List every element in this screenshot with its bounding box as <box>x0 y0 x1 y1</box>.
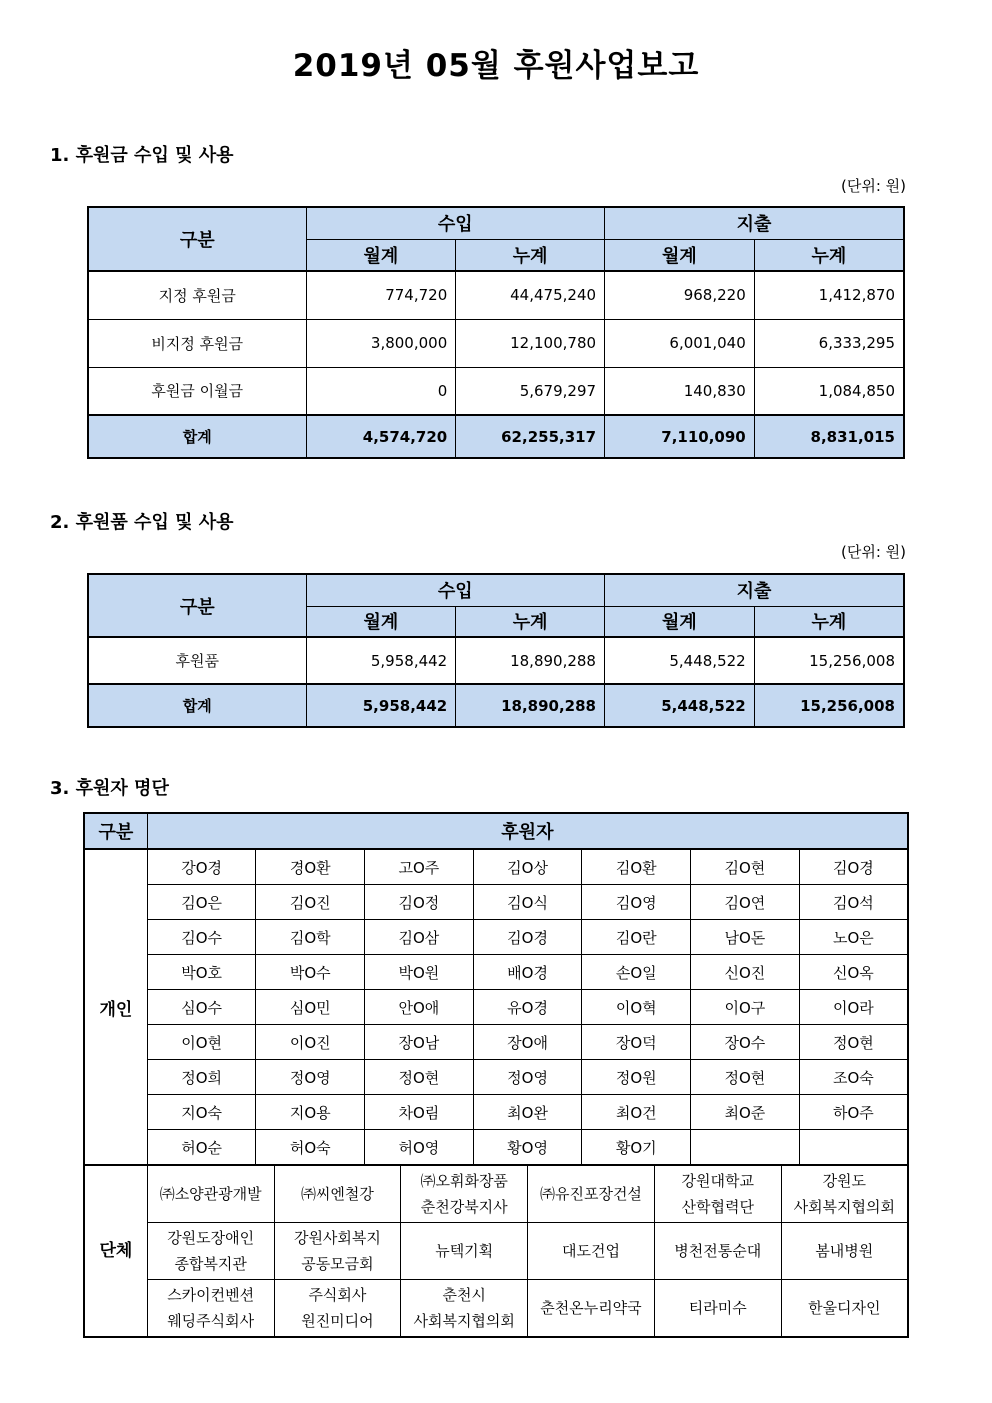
donor-name: 차O림 <box>365 1095 474 1130</box>
header-income-cumulative: 누계 <box>456 606 605 637</box>
header-income-monthly: 월계 <box>306 606 456 637</box>
individual-row <box>84 849 908 885</box>
individual-row <box>84 1025 908 1060</box>
income-monthly: 5,958,442 <box>306 637 456 684</box>
header-income: 수입 <box>306 207 605 239</box>
organization-name-line: 강원사회복지 <box>293 1229 381 1247</box>
total-income-cumulative: 18,890,288 <box>456 684 605 727</box>
donor-organization <box>528 1223 655 1280</box>
table-row <box>88 271 904 319</box>
donor-list-table <box>83 812 909 1338</box>
individual-row <box>84 990 908 1025</box>
total-label: 합계 <box>88 415 306 458</box>
donor-name: 최O완 <box>473 1095 582 1130</box>
page-title: 2019년 05월 후원사업보고 <box>292 48 700 84</box>
donor-organization <box>781 1165 908 1223</box>
donor-name: 김O정 <box>365 885 474 920</box>
organization-name-line: ㈜소양관광개발 <box>159 1185 262 1203</box>
donor-name: 이O진 <box>256 1025 365 1060</box>
income-cumulative: 5,679,297 <box>456 367 605 415</box>
organization-name-line: 춘천강북지사 <box>420 1198 508 1216</box>
donor-name: 안O애 <box>365 990 474 1025</box>
header-expense-cumulative: 누계 <box>754 239 904 271</box>
donor-name: 이O라 <box>799 990 908 1025</box>
donor-name: 김O란 <box>582 920 691 955</box>
table-row <box>88 319 904 367</box>
donor-name: 강O경 <box>147 849 256 885</box>
donor-organization <box>781 1223 908 1280</box>
donor-name: 김O학 <box>256 920 365 955</box>
group-row <box>84 1280 908 1338</box>
organization-name-line: 대도건업 <box>561 1242 620 1260</box>
table-row <box>88 637 904 684</box>
donor-name: 허O순 <box>147 1130 256 1166</box>
donor-name: 경O환 <box>256 849 365 885</box>
donor-name: 김O환 <box>582 849 691 885</box>
donor-organization <box>401 1223 528 1280</box>
donor-name: 김O식 <box>473 885 582 920</box>
donor-organization <box>401 1280 528 1338</box>
donor-name: 정O현 <box>691 1060 800 1095</box>
organization-name-line: 공동모금회 <box>301 1255 374 1273</box>
donor-name: 신O옥 <box>799 955 908 990</box>
row-label: 후원품 <box>88 637 306 684</box>
donor-name: 지O숙 <box>147 1095 256 1130</box>
organization-name-line: 티라미수 <box>688 1299 747 1317</box>
donor-name: 김O진 <box>256 885 365 920</box>
organization-name-line: ㈜유진포장건설 <box>539 1185 642 1203</box>
donor-organization <box>274 1223 401 1280</box>
organization-name-line: 강원도 <box>822 1172 867 1190</box>
donor-name: 장O남 <box>365 1025 474 1060</box>
donor-name: 최O준 <box>691 1095 800 1130</box>
donor-organization <box>654 1223 781 1280</box>
organization-name-line: 봄내병원 <box>815 1242 874 1260</box>
header-income: 수입 <box>306 574 604 606</box>
total-expense-monthly: 7,110,090 <box>605 415 755 458</box>
income-cumulative: 18,890,288 <box>456 637 605 684</box>
organization-name-line: 웨딩주식회사 <box>167 1312 255 1330</box>
donor-organization <box>528 1280 655 1338</box>
donor-name: 이O구 <box>691 990 800 1025</box>
organization-name-line: 강원대학교 <box>681 1172 754 1190</box>
header-expense: 지출 <box>604 574 904 606</box>
organization-name-line: ㈜오휘화장품 <box>420 1172 508 1190</box>
individual-row <box>84 1060 908 1095</box>
donor-name: 김O석 <box>799 885 908 920</box>
organization-name-line: 강원도장애인 <box>167 1229 255 1247</box>
organization-name-line: 원진미디어 <box>301 1312 374 1330</box>
header-donors: 후원자 <box>147 813 908 849</box>
row-label: 후원금 이월금 <box>88 367 306 415</box>
expense-cumulative: 6,333,295 <box>754 319 904 367</box>
income-monthly: 774,720 <box>306 271 456 319</box>
donor-name <box>799 1130 908 1166</box>
donor-name: 박O호 <box>147 955 256 990</box>
donor-name: 고O주 <box>365 849 474 885</box>
expense-cumulative: 15,256,008 <box>754 637 904 684</box>
donor-name: 김O삼 <box>365 920 474 955</box>
donor-name: 박O수 <box>256 955 365 990</box>
header-expense-monthly: 월계 <box>605 239 755 271</box>
expense-monthly: 140,830 <box>605 367 755 415</box>
donor-name: 장O덕 <box>582 1025 691 1060</box>
header-category: 구분 <box>84 813 147 849</box>
donor-name: 장O애 <box>473 1025 582 1060</box>
donor-name: 김O현 <box>691 849 800 885</box>
donor-name: 김O은 <box>147 885 256 920</box>
donor-organization <box>654 1280 781 1338</box>
donor-name: 지O용 <box>256 1095 365 1130</box>
donation-goods-table <box>87 573 905 728</box>
donor-organization <box>274 1165 401 1223</box>
income-monthly: 0 <box>306 367 456 415</box>
section3-heading: 3. 후원자 명단 <box>50 778 169 799</box>
individual-row <box>84 1095 908 1130</box>
total-label: 합계 <box>88 684 306 727</box>
donor-name: 심O수 <box>147 990 256 1025</box>
donor-name: 조O숙 <box>799 1060 908 1095</box>
donor-name: 황O영 <box>473 1130 582 1166</box>
header-income-cumulative: 누계 <box>456 239 605 271</box>
donor-name: 허O숙 <box>256 1130 365 1166</box>
expense-cumulative: 1,084,850 <box>754 367 904 415</box>
category-individual: 개인 <box>84 849 147 1165</box>
donor-name: 이O현 <box>147 1025 256 1060</box>
donor-name: 박O원 <box>365 955 474 990</box>
total-expense-monthly: 5,448,522 <box>604 684 754 727</box>
donor-name: 김O경 <box>799 849 908 885</box>
section2-heading: 2. 후원품 수입 및 사용 <box>50 512 234 533</box>
total-expense-cumulative: 8,831,015 <box>754 415 904 458</box>
donor-name: 심O민 <box>256 990 365 1025</box>
group-row <box>84 1223 908 1280</box>
donor-name: 장O수 <box>691 1025 800 1060</box>
individual-row <box>84 920 908 955</box>
donor-name: 정O희 <box>147 1060 256 1095</box>
section1-unit: (단위: 원) <box>841 177 906 195</box>
total-income-monthly: 5,958,442 <box>306 684 456 727</box>
category-group: 단체 <box>84 1165 147 1337</box>
donor-organization <box>147 1280 274 1338</box>
total-row <box>88 415 904 458</box>
organization-name-line: 사회복지협의회 <box>793 1198 896 1216</box>
donor-organization <box>147 1223 274 1280</box>
section1-heading: 1. 후원금 수입 및 사용 <box>50 145 234 166</box>
organization-name-line: 사회복지협의회 <box>413 1312 515 1330</box>
organization-name-line: 뉴텍기획 <box>435 1242 494 1260</box>
organization-name-line: 스카이컨벤션 <box>167 1286 255 1304</box>
donor-organization <box>781 1280 908 1338</box>
organization-name-line: 춘천시 <box>442 1286 486 1304</box>
donor-name: 최O건 <box>582 1095 691 1130</box>
expense-monthly: 6,001,040 <box>605 319 755 367</box>
organization-name-line: 춘천온누리약국 <box>540 1299 642 1317</box>
group-row <box>84 1165 908 1223</box>
total-income-monthly: 4,574,720 <box>306 415 456 458</box>
expense-cumulative: 1,412,870 <box>754 271 904 319</box>
donor-name: 김O연 <box>691 885 800 920</box>
donor-name: 정O영 <box>256 1060 365 1095</box>
income-cumulative: 44,475,240 <box>456 271 605 319</box>
header-income-monthly: 월계 <box>306 239 456 271</box>
total-income-cumulative: 62,255,317 <box>456 415 605 458</box>
organization-name-line: 산학협력단 <box>681 1198 754 1216</box>
donor-name: 김O영 <box>582 885 691 920</box>
organization-name-line: 병천전통순대 <box>674 1242 762 1260</box>
individual-row <box>84 955 908 990</box>
donation-money-table <box>87 206 905 459</box>
donor-name: 김O수 <box>147 920 256 955</box>
row-label: 비지정 후원금 <box>88 319 306 367</box>
donor-organization <box>274 1280 401 1338</box>
header-expense: 지출 <box>605 207 904 239</box>
donor-name: 황O기 <box>582 1130 691 1166</box>
header-expense-cumulative: 누계 <box>754 606 904 637</box>
organization-name-line: 종합복지관 <box>174 1255 247 1273</box>
organization-name-line: ㈜씨엔철강 <box>300 1185 374 1203</box>
donor-organization <box>147 1165 274 1223</box>
individual-row <box>84 1130 908 1166</box>
donor-name: 손O일 <box>582 955 691 990</box>
donor-name: 김O상 <box>473 849 582 885</box>
donor-name: 이O혁 <box>582 990 691 1025</box>
donor-name: 정O현 <box>799 1025 908 1060</box>
donor-organization <box>528 1165 655 1223</box>
total-row <box>88 684 904 727</box>
header-expense-monthly: 월계 <box>604 606 754 637</box>
donor-name: 하O주 <box>799 1095 908 1130</box>
donor-name: 허O영 <box>365 1130 474 1166</box>
income-cumulative: 12,100,780 <box>456 319 605 367</box>
organization-name-line: 주식회사 <box>308 1286 367 1304</box>
donor-name: 남O돈 <box>691 920 800 955</box>
donor-name: 정O영 <box>473 1060 582 1095</box>
donor-name <box>691 1130 800 1166</box>
income-monthly: 3,800,000 <box>306 319 456 367</box>
donor-name: 정O현 <box>365 1060 474 1095</box>
donor-name: 배O경 <box>473 955 582 990</box>
individual-row <box>84 885 908 920</box>
table-row <box>88 367 904 415</box>
organization-name-line: 한울디자인 <box>808 1299 881 1317</box>
row-label: 지정 후원금 <box>88 271 306 319</box>
section2-unit: (단위: 원) <box>841 543 906 561</box>
donor-organization <box>654 1165 781 1223</box>
header-category: 구분 <box>88 207 306 271</box>
donor-name: 정O원 <box>582 1060 691 1095</box>
donor-organization <box>401 1165 528 1223</box>
donor-name: 김O경 <box>473 920 582 955</box>
total-expense-cumulative: 15,256,008 <box>754 684 904 727</box>
expense-monthly: 5,448,522 <box>604 637 754 684</box>
header-category: 구분 <box>88 574 306 637</box>
expense-monthly: 968,220 <box>605 271 755 319</box>
donor-name: 신O진 <box>691 955 800 990</box>
donor-name: 노O은 <box>799 920 908 955</box>
donor-name: 유O경 <box>473 990 582 1025</box>
